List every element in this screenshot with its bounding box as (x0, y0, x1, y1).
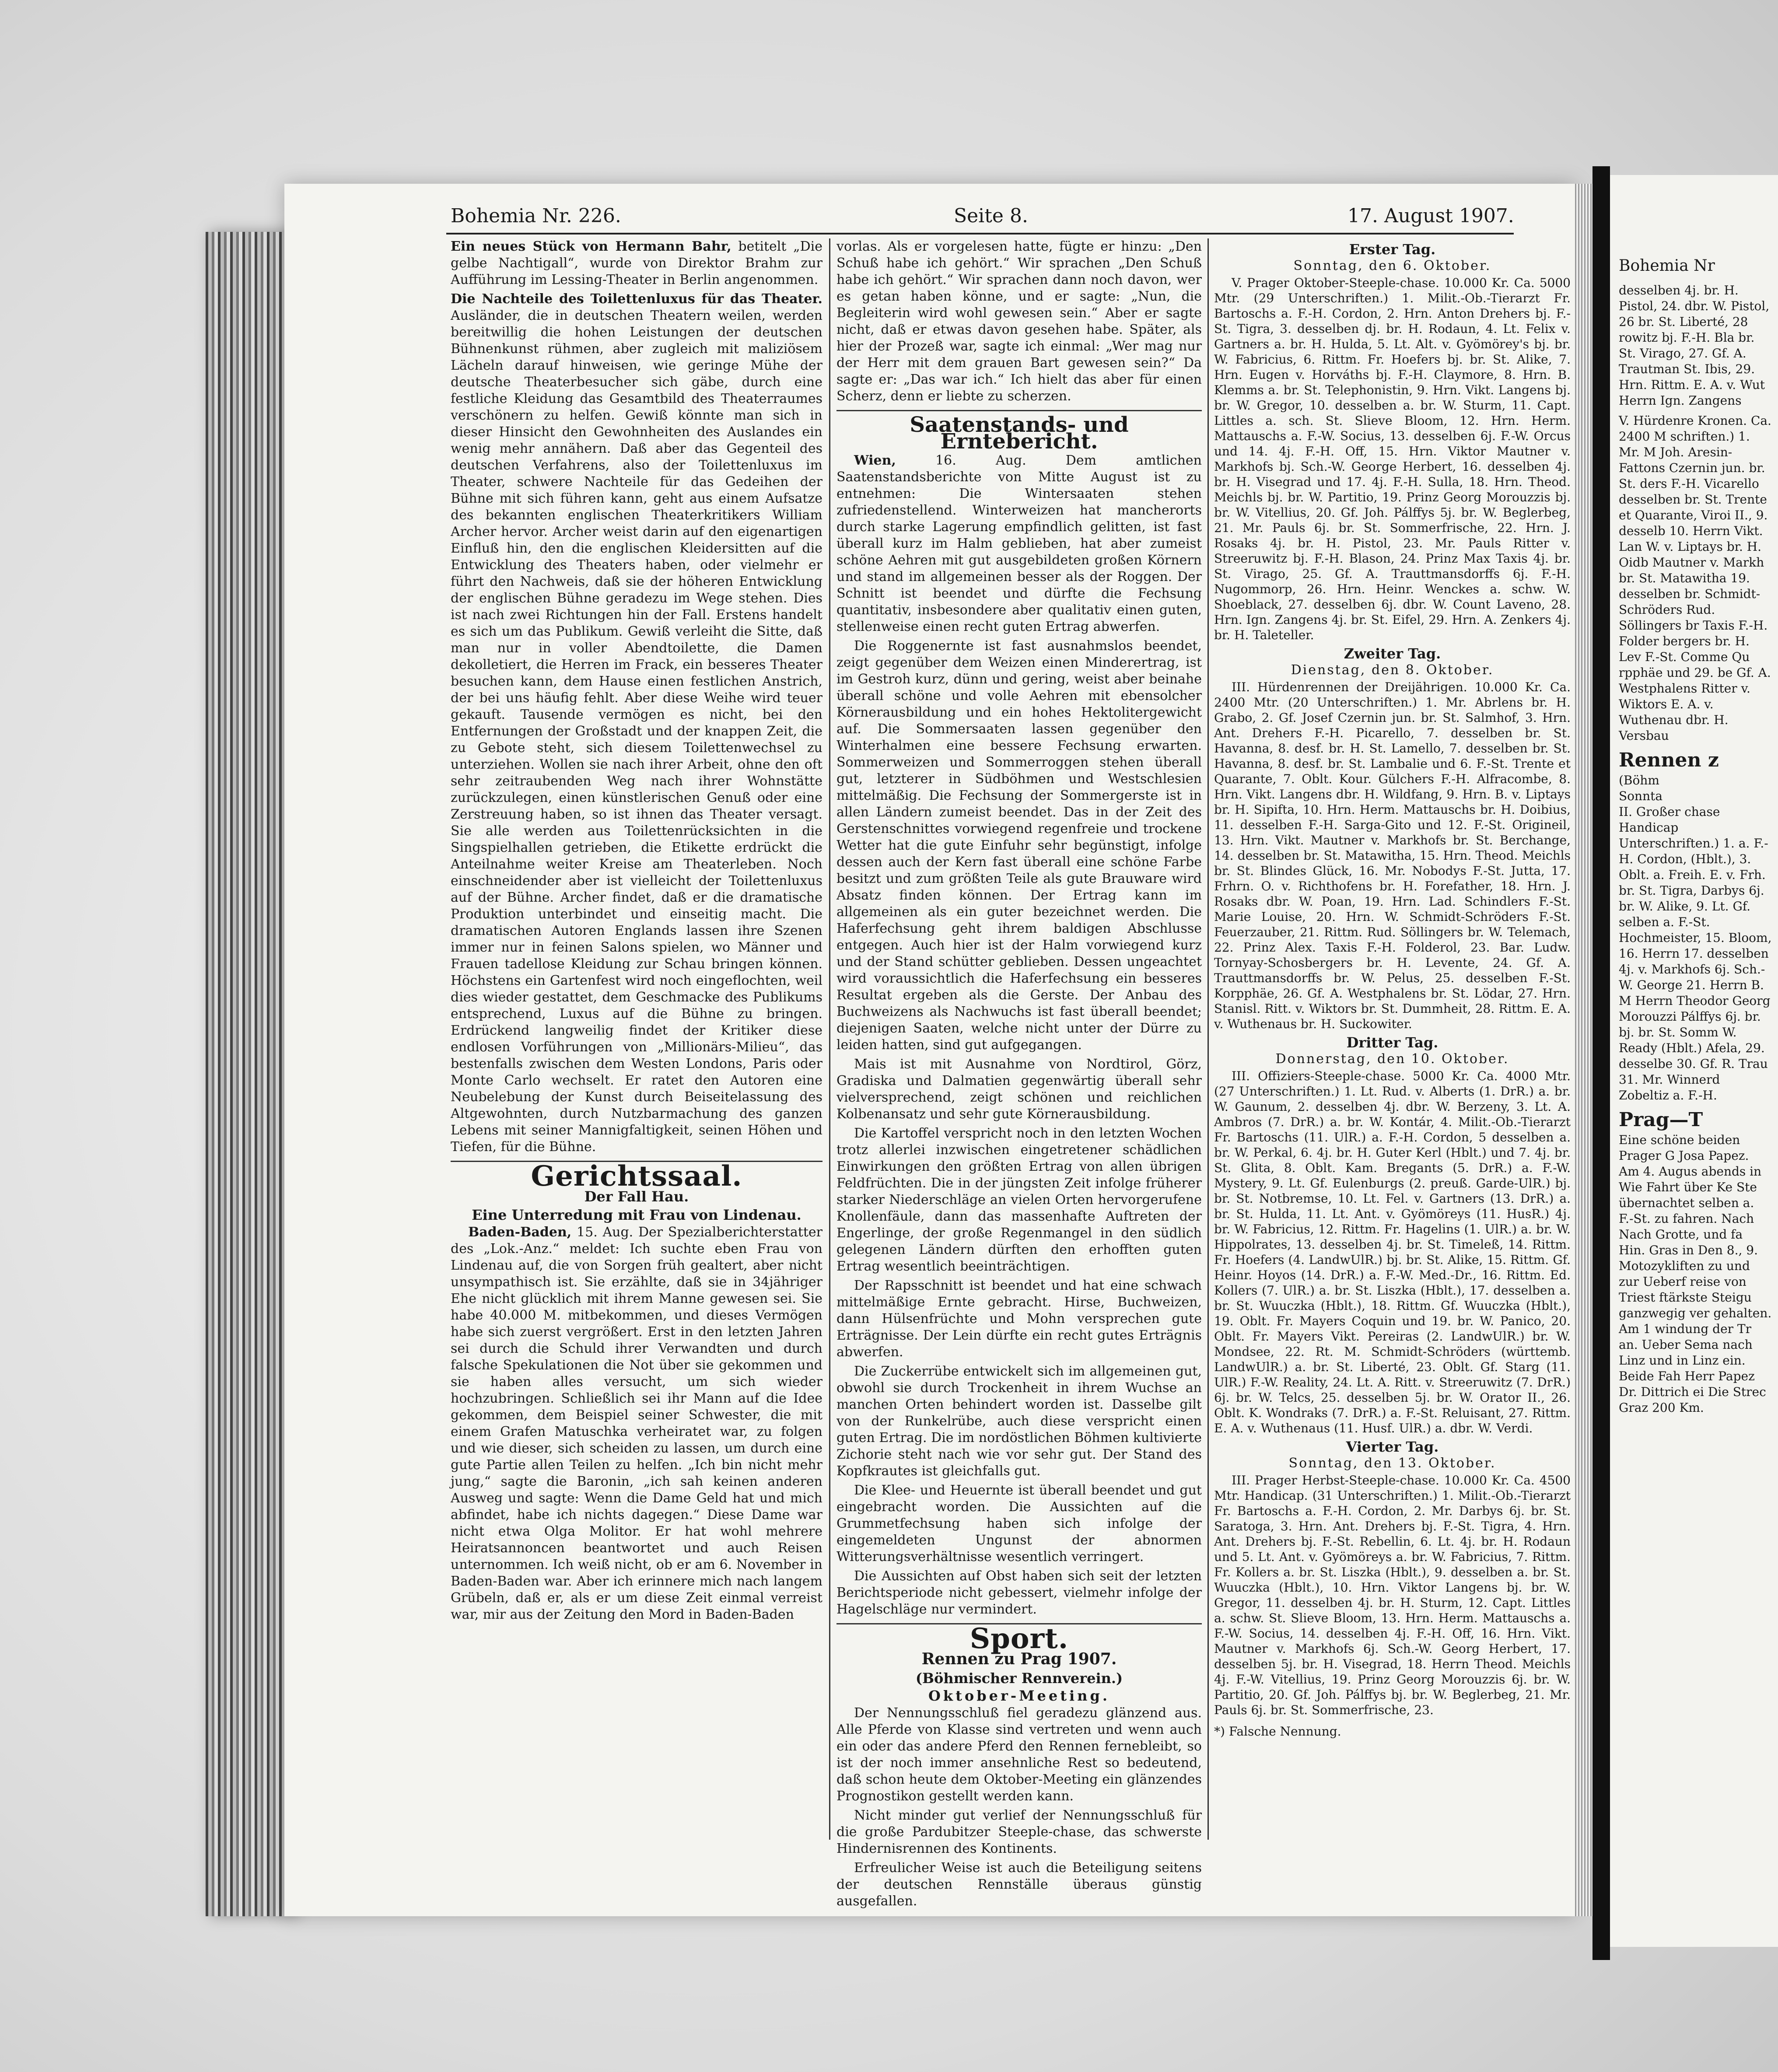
page-header (284, 184, 1575, 232)
day-3-title: Dritter Tag. (1346, 1034, 1438, 1051)
ernte-p1: 16. Aug. Dem amtlichen Saatenstandsberichte von Mitte August ist zu entnehmen: Die Wintersaaten stehen zufriedenstellend. Winterweizen hat mancherorts durch starke Lagerung empfindlich gelitten, ist fast überall kurz im Halm geblieben, hat aber zumeist schöne Aehren mit gut ausgebildeten großen Körnern und stand im allgemeinen besser als der Roggen. Der Schnitt ist beendet und dürfte die Fechsung quantitativ, insbesondere aber qualitativ einen guten, stellenweise einen recht guten Ertrag abwerfen. (836, 453, 1202, 634)
day-3-date: Donnerstag, den 10. Oktober. (1275, 1051, 1509, 1067)
race-subtitle: (Böhmischer Rennverein.) (915, 1670, 1123, 1687)
article-2-title: Die Nachteile des Toilettenluxus für das Theater. (451, 291, 822, 307)
case-subtitle: Eine Unterredung mit Frau von Lindenau. (472, 1207, 802, 1223)
day-3-text: III. Offiziers-Steeple-chase. 5000 Kr. Ca. 4000 Mtr. (27 Unterschriften.) 1. Lt. Rud. v. Alberts (1. DrR.) a. br. W. Gaunum, 2. desselben 4j. dbr. W. Berzeny, 3. Lt. A. Ambros (7. DrR.) a. br. W. Kontár, 4. Milit.-Ob.-Tierarzt Fr. Bartoschs (11. UlR.) a. F.-H. Cordon, 5 desselben a. br. W. Perkal, 6. 4j. br. H. Guter Kerl (Hblt.) und 7. 4j. br. St. Glita, 8. Oblt. Kam. Bregants (5. DrR.) a. F.-W. Mystery, 9. Lt. Gf. Eulenburgs (2. preuß. Garde-UlR.) bj. br. St. Notbremse, 10. Lt. Fel. v. Gartners (13. DrR.) a. br. St. Hulda, 11. Lt. Ant. v. Gyömöreys (11. HusR.) 4j. br. W. Fabricius, 12. Rittm. Fr. Hagelins (1. UlR.) a. br. W. Hippolrates, 13. desselben 4j. br. St. Timeleß, 14. Rittm. Fr. Hoefers (4. LandwUlR.) bj. br. St. Alike, 15. Rittm. Gf. Heinr. Hoyos (14. DrR.) a. F.-W. Med.-Dr., 16. Rittm. Ed. Kollers (7. UlR.) a. br. St. Liszka (Hblt.), 17. desselben a. br. St. Wuuczka (Hblt.), 18. Rittm. Gf. Wuuczka (Hblt.), 19. Oblt. Fr. Mayers Coquin und 19. br. W. Panico, 20. Oblt. Fr. Mayers Vikt. Pereiras (2. LandwUlR.) br. W. Mondsee, 22. Rt. M. Schmidt-Schröders (württemb. LandwUlR.) a. br. St. Liberté, 23. Oblt. Gf. Starg (11. UlR.) F.-W. Reality, 24. Lt. A. Ritt. v. Streeruwitz (7. DrR.) 6j. br. W. Telcs, 25. desselben 5j. br. W. Orator II., 26. Oblt. K. Wondraks (7. DrR.) a. F.-St. Reluisant, 27. Rittm. E. A. v. Wuthenaus (11. Husf. UlR.) a. dbr. W. Verdi. (1214, 1069, 1571, 1435)
day-4-text: III. Prager Herbst-Steeple-chase. 10.000 Kr. Ca. 4500 Mtr. Handicap. (31 Unterschriften.) 1. Milit.-Ob.-Tierarzt Fr. Bartoschs a. F.-H. Cordon, 2. Mr. Darbys 6j. br. St. Saratoga, 3. Hrn. Ant. Drehers bj. F.-St. Tigra, 4. Hrn. Ant. Drehers bj. F.-St. Rebellin, 6. Lt. 4j. br. H. Rodaun und 5. Lt. Ant. v. Gyömöreys a. br. W. Fabricius, 7. Rittm. Fr. Kollers a. br. St. Liszka (Hblt.), 9. desselben a. br. St. Wuuczka (Hblt.), 10. Hrn. Viktor Langens bj. br. W. Gregor, 11. desselben 4j. br. H. Sturm, 12. Capt. Littles a. schw. St. Slieve Bloom, 13. Hrn. Herm. Mattauschs a. F.-W. Socius, 14. desselben 4j. F.-H. Off, 16. Hrn. Vikt. Mautner v. Markhofs 6j. Sch.-W. Georg Herbert, 17. desselben 5j. br. H. Visegrad, 18. Herrn Theod. Meichls 4j. F.-W. Vitellius, 19. Prinz Georg Morouzzis 6j. br. W. Partitio, 20. Gf. Joh. Pálffys bj. br. W. Beglerbeg, 21. Mr. Pauls 6j. br. St. Sommerfrische, 23. (1214, 1473, 1571, 1717)
race-p1: Der Nennungsschluß fiel geradezu glänzend aus. Alle Pferde von Klasse sind vertreten und wenn auch ein oder das andere Pferd den Rennen fernebleibt, so ist der noch immer ansehnliche Rest so bedeutend, daß schon heute dem Oktober-Meeting ein glänzendes Prognostikon gestellt werden kann. (836, 1705, 1202, 1804)
page-edge (1575, 184, 1592, 1916)
ernte-p4: Die Kartoffel verspricht noch in den letzten Wochen trotz allerlei inzwischen eingetretener schädlichen Einwirkungen den größten Ertrag von allen übrigen Feldfrüchten. Die in der jüngsten Zeit infolge früherer starker Niederschläge an vielen Orten hervorgerufene Knollenfäule, dann das massenhafte Auftreten der Engerlinge, der große Regenmangel in den südlich gelegenen Ländern dürften den erhofften guten Ertrag wesentlich beeinträchtigen. (836, 1126, 1202, 1274)
section-title-sport: Sport. (970, 1622, 1069, 1655)
column-2 (836, 238, 1202, 1909)
ernte-p6: Die Zuckerrübe entwickelt sich im allgemeinen gut, obwohl sie durch Trockenheit in ihrem Wuchse an manchen Orten behindert worden ist. Dasselbe gilt von der Runkelrübe, auch diese verspricht einen guten Ertrag. Die im nordöstlichen Böhmen kultivierte Zichorie steht nach wie vor sehr gut. Der Stand des Kopfkrautes ist gleichfalls gut. (836, 1364, 1202, 1479)
ernte-p3: Mais ist mit Ausnahme von Nordtirol, Görz, Gradiska und Dalmatien gegenwärtig überall sehr vielversprechend, zeigt schönen und reichlichen Kolbenansatz und sehr gute Körnerausbildung. (836, 1057, 1202, 1122)
header-center: Seite 8. (954, 205, 1028, 227)
section-title-ernte: Saatenstands- und Erntebericht. (910, 413, 1129, 454)
next-page-subheading: (Böhm (1619, 773, 1659, 788)
article-1-text: betitelt „Die gelbe Nachtigall“, wurde von Direktor Brahm zur Aufführung im Lessing-Theater in Berlin angenommen. (451, 239, 822, 287)
next-page-header: Bohemia Nr (1619, 257, 1715, 275)
header-rule (446, 233, 1514, 234)
case-title: Der Fall Hau. (584, 1188, 689, 1205)
ernte-p8: Die Aussichten auf Obst haben sich seit der letzten Berichtsperiode nicht gebessert, vielmehr infolge der Hagelschläge nur vermindert. (836, 1568, 1202, 1617)
next-page-text-4: Eine schöne beiden Prager G Josa Papez. Am 4. Augus abends in Wie Fahrt über Ke Ste übernachtet selben a. F.-St. zu fahren. Nach Nach Grotte, und fa Hin. Gras in Den 8., 9. Motozykliften zu und zur Ueberf reise von Triest ftärkste Steigu ganzwegig ver gehalten. Am 1 windung der Tr an. Ueber Sema nach Linz und in Linz ein. Beide Fah Herr Papez Dr. Dittrich ei Die Strec Graz 200 Km. (1619, 1133, 1772, 1415)
race-p3: Erfreulicher Weise ist auch die Beteiligung seitens der deutschen Rennställe überaus günstig ausgefallen. (836, 1860, 1202, 1909)
race-p2: Nicht minder gut verlief der Nennungsschluß für die große Pardubitzer Steeple-chase, das schwerste Hindernisrennen des Kontinents. (836, 1808, 1202, 1856)
ernte-dateline: Wien, (854, 453, 896, 468)
case-dateline: Baden-Baden, (468, 1225, 572, 1240)
column-3 (1214, 238, 1571, 1901)
case-text: 15. Aug. Der Spezialberichterstatter des „Lok.-Anz.“ meldet: Ich suchte eben Frau von Lindenau auf, die von Sorgen früh gealtert, aber nicht unsympathisch ist. Sie erzählte, daß sie in 34jähriger Ehe nicht glücklich mit ihrem Manne gewesen sei. Sie habe 40.000 M. mitbekommen, und dieses Vermögen habe sich zuerst vergrößert. Erst in den letzten Jahren sei durch die Schuld ihrer Verwandten und durch falsche Spekulationen die Not über sie gekommen und sie haben alles versucht, um sich wieder hochzubringen. Schließlich sei ihr Mann auf die Idee gekommen, dem Beispiel seiner Schwester, die mit einem Grafen Matuschka verheiratet war, zu folgen und wie dieser, sich scheiden zu lassen, um durch eine gute Partie allen Teilen zu helfen. „Ich bin nicht mehr jung,“ sagte die Baronin, „ich sah keinen anderen Ausweg und sagte: Wenn die Dame Geld hat und mich abfindet, habe ich nichts dagegen.“ Diese Dame war nicht etwa Olga Molitor. Er hat wohl mehrere Heiratsannoncen beantwortet und auch Reisen unternommen. Ich weiß nicht, ob er am 6. November in Baden-Baden war. Aber ich erinnere mich nach langem Grübeln, daß er, als er um diese Zeit einmal verreist war, mir aus der Zeitung den Mord in Baden-Baden (451, 1225, 822, 1622)
next-page-day: Sonnta (1619, 789, 1663, 803)
day-1-date: Sonntag, den 6. Oktober. (1293, 258, 1491, 273)
ernte-p5: Der Rapsschnitt ist beendet und hat eine schwach mittelmäßige Ernte gebracht. Hirse, Buchweizen, dann Hülsenfrüchte und Mohn versprechen gute Erträgnisse. Der Lein dürfte ein recht gutes Erträgnis abwerfen. (836, 1278, 1202, 1360)
header-left: Bohemia Nr. 226. (451, 205, 621, 227)
footnote: *) Falsche Nennung. (1214, 1724, 1341, 1739)
next-page-text-1: desselben 4j. br. H. Pistol, 24. dbr. W. Pistol, 26 br. St. Liberté, 28 rowitz bj. F.-H. Bla br. St. Virago, 27. Gf. A. Trautman St. Ibis, 29. Hrn. Rittm. E. A. v. Wut Herrn Ign. Zangens (1619, 283, 1770, 408)
race-title: Rennen zu Prag 1907. (921, 1650, 1117, 1668)
next-page-heading-1: Rennen z (1619, 749, 1719, 771)
column-rule-1 (829, 238, 830, 1840)
day-2-date: Dienstag, den 8. Oktober. (1291, 662, 1494, 678)
day-2-text: III. Hürdenrennen der Dreijährigen. 10.000 Kr. Ca. 2400 Mtr. (20 Unterschriften.) 1. Mr. Abrlens br. H. Grabo, 2. Gf. Josef Czernin jun. br. St. Salmhof, 3. Hrn. Ant. Drehers F.-H. Picarello, 7. desselben br. St. Havanna, 8. desf. br. H. St. Lamello, 7. desselben br. St. Havanna, 8. desf. br. St. Lambalie und 6. F.-St. Trente et Quarante, 7. Oblt. Kour. Gülchers F.-H. Alfracombe, 8. Hrn. Vikt. Langens dbr. H. Wildfang, 9. Hrn. B. v. Liptays br. H. Sipifta, 10. Hrn. Herm. Mattauschs br. H. Doibius, 11. desselben F.-H. Sarga-Gito und 12. F.-St. Origineil, 13. Hrn. Vikt. Mautner v. Markhofs br. St. Berchange, 14. desselben br. St. Matawitha, 15. Hrn. Theod. Meichls br. St. Blindes Glück, 16. Mr. Nobodys F.-St. Jutta, 17. Frhrn. O. v. Richthofens br. H. Forefather, 18. Hrn. J. Rosaks dbr. W. Poan, 19. Hrn. Lad. Schindlers F.-St. Marie Louise, 20. Hrn. W. Schmidt-Schröders F.-St. Feuerzauber, 21. Rittm. Rud. Söllingers br. W. Telemach, 22. Prinz Alex. Taxis F.-H. Folderol, 23. Bar. Ludw. Tornyay-Schosbergers br. H. Levente, 24. Gf. A. Trauttmansdorffs br. W. Pelus, 25. desselben F.-St. Korpphäe, 26. Gf. A. Westphalens br. St. Lödar, 27. Hrn. Stanisl. Ritt. v. Wiktors br. St. Dummheit, 28. Rittm. E. A. v. Wuthenaus br. H. Suckowiter. (1214, 680, 1571, 1031)
article-1-title: Ein neues Stück von Hermann Bahr, (451, 239, 732, 254)
day-1-title: Erster Tag. (1349, 241, 1436, 258)
header-right: 17. August 1907. (1348, 205, 1514, 227)
book-spine (206, 232, 293, 1916)
continued-text: vorlas. Als er vorgelesen hatte, fügte er hinzu: „Den Schuß habe ich gehört.“ Wir sprachen „Den Schuß habe ich gehört.“ Wir sprachen dann noch davon, wer es getan haben könne, und er sagte: „Nun, die Begleiterin wird wohl gewesen sein.“ Aber er sagte nicht, daß er etwas davon gesehen habe. Später, als hier der Prozeß war, sagte ich einmal: „Wer mag nur der Herr mit dem grauen Bart gewesen sein?“ Da sagte er: „Das war ich.“ Ich hielt das aber für einen Scherz, denn er liebte zu scherzen. (836, 239, 1202, 404)
article-2-text: Ausländer, die in deutschen Theatern weilen, werden bereitwillig die hohen Leistungen der deutschen Bühnenkunst rühmen, aber zugleich mit maliziösem Lächeln darauf hinweisen, wie geringe Mühe der deutsche Theaterbesucher sich gäbe, durch eine festliche Kleidung das Gesamtbild des Theaterraumes verschönern zu helfen. Gewiß könnte man sich in dieser Hinsicht den Gewohnheiten des Auslandes ein wenig mehr annähern. Daß aber das Gegenteil des deutschen Verfahrens, also der Toilettenluxus im Theater, schwere Nachteile für das Gedeihen der Bühne mit sich führen kann, geht aus einem Aufsatze des bekannten englischen Theaterkritikers William Archer hervor. Archer weist darin auf den eigenartigen Einfluß hin, den die englischen Kleidersitten auf die Entwicklung des Theaters haben, oder vielmehr er führt den Nachweis, daß sie der höheren Entwicklung der englischen Bühne geradezu im Wege stehen. Dies ist nach zwei Richtungen hin der Fall. Erstens handelt es sich um das Publikum. Gewiß verleiht die Sitte, daß man nur in voller Abendtoilette, die Damen dekolletiert, die Herren im Frack, ein besseres Theater besuchen kann, dem Hause einen festlichen Anstrich, der bei uns häufig fehlt. Aber diese Weihe wird teuer gekauft. Tausende vermögen es nicht, bei den Entfernungen der Großstadt und der knappen Zeit, die zu Gebote steht, sich diesem Toilettenwechsel zu unterziehen. Wollen sie nach ihrer Arbeit, ohne den oft sehr zeitraubenden Weg nach ihrer Wohnstätte zurückzulegen, einen künstlerischen Genuß oder eine Zerstreuung haben, so ist ihnen das Theater versagt. Sie alle werden aus Toilettenrücksichten in die Singspielhallen getrieben, die Etikette erdrückt die Anteilnahme weiter Kreise am Theaterleben. Noch einschneidender aber ist vielleicht der Toilettenluxus auf der Bühne. Archer findet, daß er die dramatische Produktion unterbindet und einseitig macht. Die dramatischen Autoren Englands lassen ihre Szenen immer nur in feinen Salons spielen, wo Männer und Frauen tadellose Kleidung zur Schau bringen können. Höchstens ein Gartenfest wird noch eingeflochten, weil dies wieder gestattet, dem Geschmacke des Publikums entsprechend, Luxus auf die Bühne zu bringen. Erdrückend langweilig findet der Kritiker diese endlosen Vorführungen von „Millionärs-Milieu“, das bestenfalls zwischen dem Westen Londons, Paris oder Monte Carlo wechselt. Er ratet den Autoren eine Neubelebung der Kunst durch Beiseitelassung des Altgewohnten, durch Nutzbarmachung des ganzen Lebens mit seiner Mannigfaltigkeit, seinen Höhen und Tiefen, für die Bühne. (451, 308, 822, 1155)
book-gutter (1592, 166, 1610, 1960)
ernte-p7: Die Klee- und Heuernte ist überall beendet und gut eingebracht worden. Die Aussichten auf die Grummetfechsung haben sich infolge der eingemeldeten Ungunst der abnormen Witterungsverhältnisse wesentlich verringert. (836, 1483, 1202, 1564)
section-rule-2 (836, 410, 1202, 411)
ernte-p2: Die Roggenernte ist fast ausnahmslos beendet, zeigt gegenüber dem Weizen einen Minderertrag, ist im Gestroh kurz, dünn und gering, weist aber beinahe überall schöne und volle Aehren mit ebensolcher Körnerausbildung und ein hohes Hektolitergewicht auf. Die Sommersaaten lassen gegenüber den Winterhalmen eine bessere Fechsung erwarten. Sommerweizen und Sommerroggen stehen überall gut, letzterer in Südböhmen und Westschlesien mittelmäßig. Die Fechsung der Sommergerste ist in allen Ländern zumeist beendet. Das in der Zeit des Gerstenschnittes vorwiegend regenfreie und trockene Wetter hat die gute Einfuhr sehr begünstigt, infolge dessen auch der Kern fast überall eine schöne Farbe besitzt und zum größten Teile als gute Brauware wird Absatz finden können. Der Ertrag kann im allgemeinen als ein guter bezeichnet werden. Die Haferfechsung geht ihrem baldigen Abschlusse entgegen. Auch hier ist der Halm vorwiegend kurz und der Stand schütter geblieben. Dessen ungeachtet wird voraussichtlich die Haferfechsung ein besseres Resultat ergeben als die Gerste. Der Anbau des Buchweizens als Nachwuchs ist fast überall beendet; diejenigen Saaten, welche nicht unter der Dürre zu leiden hatten, sind gut aufgegangen. (836, 638, 1202, 1053)
next-page-text-3: II. Großer chase Handicap Unterschriften.) 1. a. F.-H. Cordon, (Hblt.), 3. Oblt. a. Freih. E. v. Frh. br. St. Tigra, Darbys 6j. br. W. Alike, 9. Lt. Gf. selben a. F.-St. Hochmeister, 15. Bloom, 16. Herrn 17. desselben 4j. v. Markhofs 6j. Sch.-W. George 21. Herrn B. M Herrn Theodor Georg Morouzzi Pálffys 6j. br. bj. br. St. Somm W. Ready (Hblt.) Afela, 29. desselbe 30. Gf. R. Trau 31. Mr. Winnerd Zobeltiz a. F.-H. (1619, 805, 1772, 1102)
race-meeting: Oktober-Meeting. (928, 1687, 1110, 1704)
next-page-column (1619, 258, 1772, 1416)
day-4-date: Sonntag, den 13. Oktober. (1288, 1456, 1496, 1471)
day-2-title: Zweiter Tag. (1344, 645, 1441, 662)
day-4-title: Vierter Tag. (1346, 1438, 1439, 1455)
next-page-text-2: V. Hürdenre Kronen. Ca. 2400 M schriften.) 1. Mr. M Joh. Aresin-Fattons Czernin jun. br. St. ders F.-H. Vicarello desselben br. St. Trente et Quarante, Viroi II., 9. desselb 10. Herrn Vikt. Lan W. v. Liptays br. H. Oidb Mautner v. Markh br. St. Matawitha 19. desselben br. Schmidt-Schröders Rud. Söllingers br Taxis F.-H. Folder bergers br. H. Lev F.-St. Comme Qu rpphäe und 29. be Gf. A. Westphalens Ritter v. Wiktors E. A. v. Wuthenau dbr. H. Versbau (1619, 413, 1771, 743)
next-page-fragment (1610, 175, 1778, 1947)
column-rule-2 (1208, 238, 1209, 1840)
next-page-heading-2: Prag—T (1619, 1109, 1703, 1131)
newspaper-page (284, 184, 1575, 1916)
day-1-text: V. Prager Oktober-Steeple-chase. 10.000 Kr. Ca. 5000 Mtr. (29 Unterschriften.) 1. Milit.-Ob.-Tierarzt Fr. Bartoschs a. F.-H. Cordon, 2. Hrn. Anton Drehers bj. F.-St. Tigra, 3. desselben dj. br. H. Rodaun, 4. Lt. Felix v. Gartners a. br. H. Hulda, 5. Lt. Alt. v. Gyömörey's bj. br. W. Fabricius, 6. Rittm. Fr. Hoefers bj. br. St. Alike, 7. Hrn. Eugen v. Horváths bj. F.-H. Claymore, 8. Hrn. B. Klemms a. br. St. Telephonistin, 9. Hrn. Vikt. Langens bj. br. W. Gregor, 10. desselben a. br. W. Sturm, 11. Capt. Littles a. sch. St. Slieve Bloom, 12. Hrn. Herm. Mattauschs a. F.-W. Socius, 13. desselben 6j. F.-W. Orcus und 14. 4j. F.-H. Off, 15. Hrn. Viktor Mautner v. Markhofs bj. Sch.-W. George Herbert, 16. desselben 4j. br. H. Visegrad und 17. 4j. F.-H. Sulla, 18. Hrn. Theod. Meichls bj. br. W. Partitio, 19. Prinz Georg Morouzzis bj. br. W. Vitellius, 20. Gf. Joh. Pálffys 5j. br. W. Beglerbeg, 21. Mr. Pauls 6j. br. St. Sommerfrische, 22. Hrn. J. Rosaks 4j. br. H. Pistol, 23. Mr. Pauls Ritter v. Streeruwitz bj. F.-H. Blason, 24. Prinz Max Taxis 4j. br. St. Virago, 25. Gf. A. Trauttmansdorffs 6j. F.-H. Nugommorp, 26. Hrn. Heinr. Wenckes a. schw. W. Shoeblack, 27. desselben 6j. dbr. W. Count Laveno, 28. Hrn. Ign. Zangens 4j. br. St. Eifel, 29. Hrn. A. Zenkers 4j. br. H. Taleteller. (1214, 276, 1571, 642)
section-title-gerichtssaal: Gerichtssaal. (531, 1160, 742, 1193)
column-1 (451, 238, 822, 1901)
